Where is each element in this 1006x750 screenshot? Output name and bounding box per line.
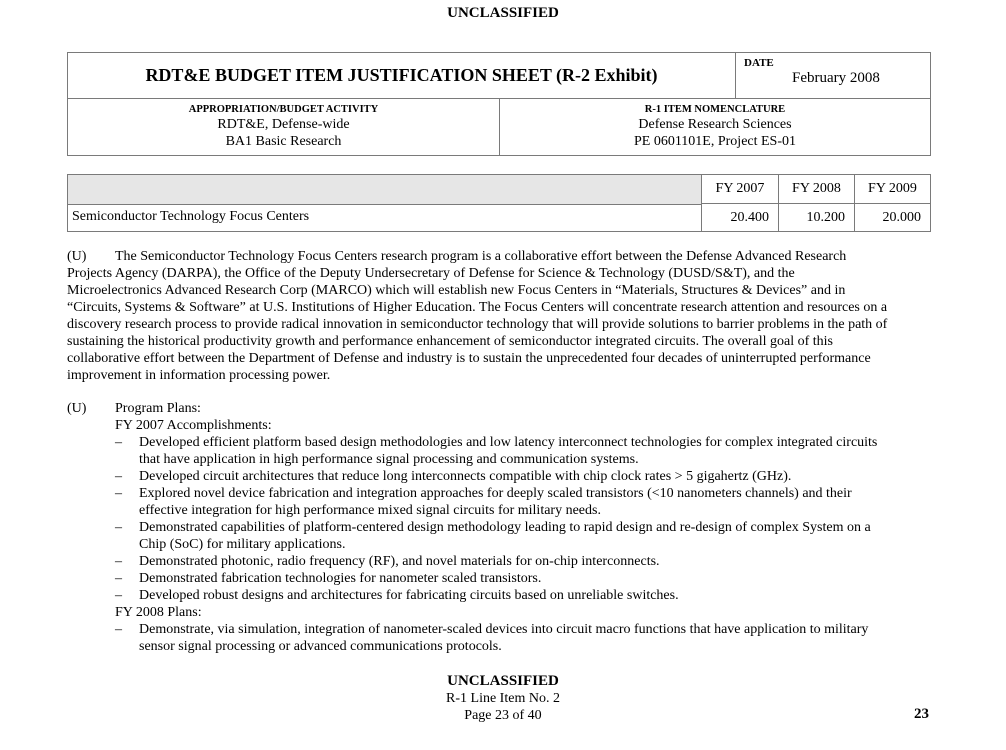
classification-header: UNCLASSIFIED <box>447 5 559 21</box>
funding-header-blank <box>68 175 701 205</box>
program-plans-section <box>67 400 933 655</box>
date-value: February 2008 <box>792 70 880 86</box>
date-label: DATE <box>744 57 774 69</box>
page-footer <box>0 673 1006 724</box>
dash-bullet-icon: – <box>115 469 122 484</box>
list-item-line: sensor signal processing or advanced communications protocols. <box>139 639 502 654</box>
nomenclature-cell <box>500 99 930 155</box>
description-line: improvement in information processing power. <box>67 368 331 383</box>
funding-value-fy2008: 10.200 <box>778 204 854 231</box>
list-item <box>67 519 933 553</box>
program-plans-heading: Program Plans: <box>115 401 201 416</box>
dash-bullet-icon: – <box>115 554 122 569</box>
dash-bullet-icon: – <box>115 435 122 450</box>
unclassified-marker: (U) <box>67 401 87 416</box>
funding-table <box>67 174 931 232</box>
classification-footer: UNCLASSIFIED <box>447 673 559 689</box>
description-line: Projects Agency (DARPA), the Office of the Deputy Undersecretary of Defense for Science & Technology (DUSD/S&T), and the <box>67 266 795 281</box>
list-item-line: Explored novel device fabrication and integration approaches for deeply scaled transistors (<10 nanometers channels) and their <box>139 486 852 501</box>
date-cell <box>736 53 930 99</box>
list-item-line: Developed circuit architectures that reduce long interconnects compatible with chip clock rates > 5 gigahertz (GHz). <box>139 469 792 484</box>
funding-column-fy2009: FY 2009 <box>854 175 930 204</box>
nomenclature-line-1: Defense Research Sciences <box>638 117 792 132</box>
dash-bullet-icon: – <box>115 588 122 603</box>
funding-column-fy2007: FY 2007 <box>701 175 778 204</box>
list-item <box>67 570 933 587</box>
appropriation-cell <box>68 99 500 155</box>
list-item-line: Demonstrated photonic, radio frequency (RF), and novel materials for on-chip interconnects. <box>139 554 660 569</box>
appropriation-label: APPROPRIATION/BUDGET ACTIVITY <box>188 104 379 115</box>
appropriation-line-1: RDT&E, Defense-wide <box>217 117 350 132</box>
fy2007-accomplishments-list <box>67 434 933 604</box>
list-item <box>67 553 933 570</box>
list-item-line: Chip (SoC) for military applications. <box>139 537 346 552</box>
description-line: Microelectronics Advanced Research Corp (MARCO) which will establish new Focus Centers in “Materials, Structures & Devices” and in <box>67 283 846 298</box>
dash-bullet-icon: – <box>115 571 122 586</box>
list-item <box>67 621 933 655</box>
fy2008-plans-list <box>67 621 933 655</box>
list-item <box>67 434 933 468</box>
list-item-line: Developed robust designs and architectures for fabricating circuits based on unreliable switches. <box>139 588 679 603</box>
exhibit-title: RDT&E BUDGET ITEM JUSTIFICATION SHEET (R-2 Exhibit) <box>68 53 736 99</box>
description-line: sustaining the historical productivity growth and performance enhancement of semiconductor integrated circuits. The overall goal of this <box>67 334 834 349</box>
list-item <box>67 485 933 519</box>
list-item <box>67 468 933 485</box>
list-item-line: Demonstrated fabrication technologies for nanometer scaled transistors. <box>139 571 542 586</box>
dash-bullet-icon: – <box>115 622 122 637</box>
dash-bullet-icon: – <box>115 486 122 501</box>
fy2007-heading: FY 2007 Accomplishments: <box>115 418 272 433</box>
description-line: The Semiconductor Technology Focus Centers research program is a collaborative effort between the Defense Advanced Research <box>115 249 847 264</box>
list-item-line: Demonstrated capabilities of platform-centered design methodology leading to rapid design and re-design of complex System on a <box>139 520 871 535</box>
description-line: discovery research process to provide radical innovation in semiconductor technology that will provide solutions to barrier problems in the path of <box>67 317 888 332</box>
page-of-pages: Page 23 of 40 <box>464 708 542 723</box>
list-item-line: that have application in high performance signal processing and communication systems. <box>139 452 639 467</box>
unclassified-marker: (U) <box>67 249 87 264</box>
list-item-line: Developed efficient platform based design methodologies and low latency interconnect technologies for complex integrated circuits <box>139 435 878 450</box>
funding-value-fy2009: 20.000 <box>854 204 930 231</box>
funding-row-label: Semiconductor Technology Focus Centers <box>72 209 310 224</box>
description-paragraph <box>67 248 933 384</box>
description-line: “Circuits, Systems & Software” at U.S. Institutions of Higher Education. The Focus Centers will concentrate research attention and resources on a <box>67 300 888 315</box>
funding-value-fy2007: 20.400 <box>701 204 778 231</box>
nomenclature-line-2: PE 0601101E, Project ES-01 <box>633 134 797 149</box>
dash-bullet-icon: – <box>115 520 122 535</box>
funding-column-fy2008: FY 2008 <box>778 175 854 204</box>
page-number: 23 <box>914 706 929 722</box>
list-item <box>67 587 933 604</box>
list-item-line: effective integration for high performance mixed signal circuits for military needs. <box>139 503 601 518</box>
line-item-number: R-1 Line Item No. 2 <box>446 691 560 706</box>
fy2008-heading: FY 2008 Plans: <box>115 605 202 620</box>
nomenclature-label: R-1 ITEM NOMENCLATURE <box>644 104 786 115</box>
list-item-line: Demonstrate, via simulation, integration of nanometer-scaled devices into circuit macro functions that have application to military <box>139 622 869 637</box>
appropriation-line-2: BA1 Basic Research <box>225 134 342 149</box>
exhibit-header-table <box>67 52 931 156</box>
description-line: collaborative effort between the Department of Defense and industry is to sustain the unprecedented four decades of uninterrupted performance <box>67 351 871 366</box>
